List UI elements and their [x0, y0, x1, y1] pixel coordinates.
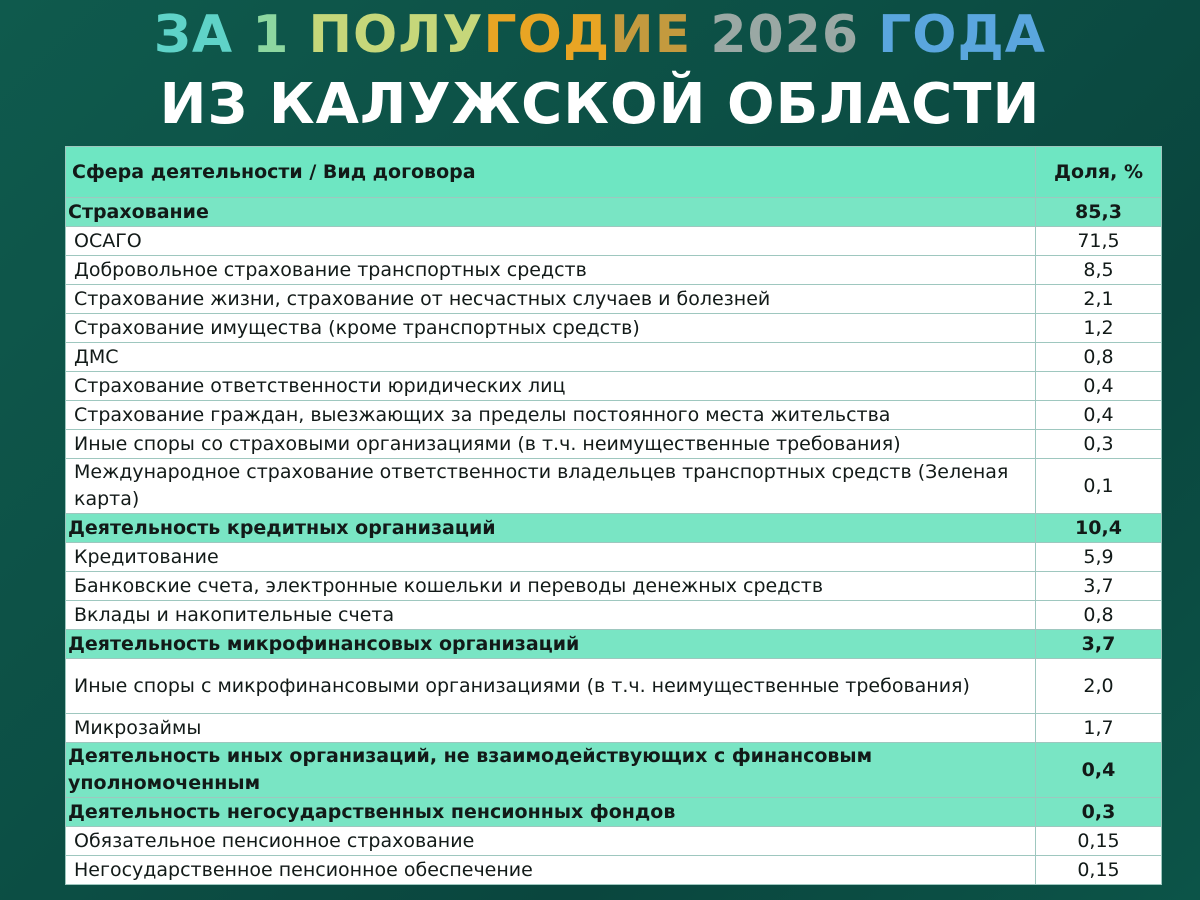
- row-value: 1,7: [1036, 714, 1162, 743]
- table-row: [66, 601, 1162, 630]
- row-label: Деятельность микрофинансовых организаций: [66, 630, 1036, 659]
- row-label: Иные споры с микрофинансовыми организациями (в т.ч. неимущественные требования): [66, 659, 1036, 714]
- table-row: [66, 372, 1162, 401]
- page-title-line-1: [0, 4, 1200, 66]
- page-title-line-2: ИЗ КАЛУЖСКОЙ ОБЛАСТИ: [159, 72, 1041, 137]
- table-row: [66, 343, 1162, 372]
- row-value: 0,4: [1036, 401, 1162, 430]
- row-value: 0,4: [1036, 372, 1162, 401]
- row-label: Деятельность иных организаций, не взаимодействующих с финансовым уполномоченным: [66, 743, 1036, 798]
- table-row: [66, 459, 1162, 514]
- table-row: [66, 827, 1162, 856]
- table-row-category: [66, 743, 1162, 798]
- complaints-share-table: [65, 146, 1162, 885]
- table-row: [66, 227, 1162, 256]
- row-label: Микрозаймы: [66, 714, 1036, 743]
- table-row: [66, 401, 1162, 430]
- row-value: 0,8: [1036, 601, 1162, 630]
- row-label: Страхование граждан, выезжающих за пределы постоянного места жительства: [66, 401, 1036, 430]
- row-value: 2,0: [1036, 659, 1162, 714]
- title-part: 2026: [691, 5, 879, 65]
- row-value: 0,4: [1036, 743, 1162, 798]
- title-part: ИЕ: [610, 5, 692, 65]
- row-label: Международное страхование ответственности владельцев транспортных средств (Зеленая карта): [66, 459, 1036, 514]
- table-row: [66, 314, 1162, 343]
- row-label: ДМС: [66, 343, 1036, 372]
- title-part: ГОДА: [878, 5, 1047, 65]
- row-label: Вклады и накопительные счета: [66, 601, 1036, 630]
- row-value: 8,5: [1036, 256, 1162, 285]
- row-value: 0,15: [1036, 856, 1162, 885]
- row-value: 85,3: [1036, 198, 1162, 227]
- title-part: ГОД: [483, 5, 611, 65]
- table-row: [66, 285, 1162, 314]
- row-label: ОСАГО: [66, 227, 1036, 256]
- row-label: Страхование жизни, страхование от несчастных случаев и болезней: [66, 285, 1036, 314]
- row-value: 71,5: [1036, 227, 1162, 256]
- row-value: 0,3: [1036, 798, 1162, 827]
- row-label: Кредитование: [66, 543, 1036, 572]
- row-label: Страхование имущества (кроме транспортных средств): [66, 314, 1036, 343]
- table-row-category: [66, 630, 1162, 659]
- row-value: 1,2: [1036, 314, 1162, 343]
- table-row: [66, 856, 1162, 885]
- row-value: 3,7: [1036, 630, 1162, 659]
- row-label: Банковские счета, электронные кошельки и переводы денежных средств: [66, 572, 1036, 601]
- table-row-category: [66, 514, 1162, 543]
- table-row-category: [66, 798, 1162, 827]
- title-part: ПОЛУ: [308, 5, 484, 65]
- row-value: 2,1: [1036, 285, 1162, 314]
- table-row: [66, 430, 1162, 459]
- title-part: ЗА: [153, 5, 234, 65]
- row-value: 0,15: [1036, 827, 1162, 856]
- row-value: 0,3: [1036, 430, 1162, 459]
- row-label: Страхование: [66, 198, 1036, 227]
- row-label: Иные споры со страховыми организациями (в т.ч. неимущественные требования): [66, 430, 1036, 459]
- column-header-activity: Сфера деятельности / Вид договора: [66, 147, 1036, 198]
- row-value: 3,7: [1036, 572, 1162, 601]
- row-value: 0,1: [1036, 459, 1162, 514]
- table-row: [66, 714, 1162, 743]
- column-header-share: Доля, %: [1036, 147, 1162, 198]
- row-value: 0,8: [1036, 343, 1162, 372]
- row-label: Негосударственное пенсионное обеспечение: [66, 856, 1036, 885]
- row-label: Обязательное пенсионное страхование: [66, 827, 1036, 856]
- table-row: [66, 572, 1162, 601]
- table-row: [66, 543, 1162, 572]
- row-label: Добровольное страхование транспортных средств: [66, 256, 1036, 285]
- table-row-category: [66, 198, 1162, 227]
- row-label: Деятельность негосударственных пенсионных фондов: [66, 798, 1036, 827]
- row-label: Деятельность кредитных организаций: [66, 514, 1036, 543]
- table-header-row: [66, 147, 1162, 198]
- row-label: Страхование ответственности юридических лиц: [66, 372, 1036, 401]
- title-part: 1: [233, 5, 309, 65]
- row-value: 10,4: [1036, 514, 1162, 543]
- table-row: [66, 659, 1162, 714]
- row-value: 5,9: [1036, 543, 1162, 572]
- table-row: [66, 256, 1162, 285]
